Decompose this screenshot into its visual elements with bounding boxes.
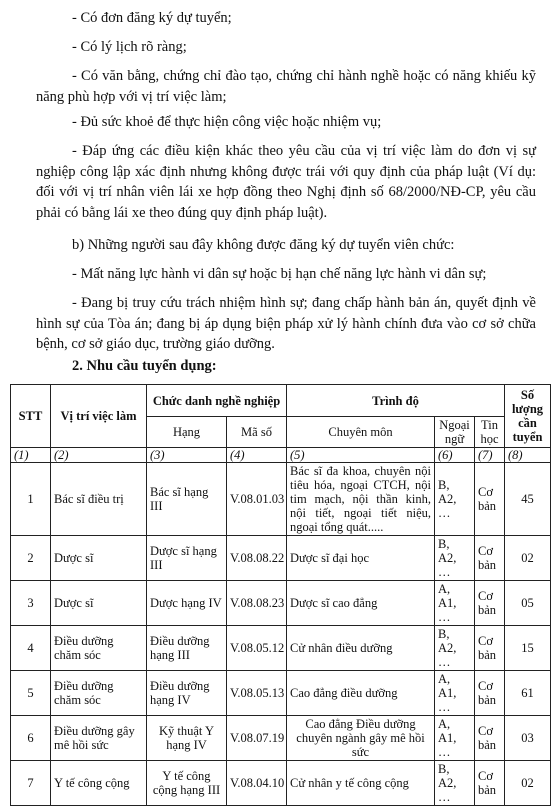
cell-rank: Điều dưỡng hạng III	[147, 626, 227, 671]
cell-position: Điều dưỡng chăm sóc	[51, 671, 147, 716]
paragraph: - Đủ sức khoẻ để thực hiện công việc hoặc nhiệm vụ;	[72, 114, 382, 130]
cell-rank: Kỹ thuật Y hạng IV	[147, 716, 227, 761]
col-number: (1)	[11, 448, 51, 463]
header-specialty: Chuyên môn	[287, 417, 435, 448]
cell-language: B, A2, …	[435, 626, 475, 671]
cell-position: Dược sĩ	[51, 536, 147, 581]
cell-code: V.08.08.23	[227, 581, 287, 626]
cell-specialty: Dược sĩ đại học	[287, 536, 435, 581]
header-title-group: Chức danh nghề nghiệp	[147, 385, 287, 417]
cell-rank: Y tế công cộng hạng III	[147, 761, 227, 806]
header-qualification-group: Trình độ	[287, 385, 505, 417]
table-row	[11, 581, 551, 626]
header-code: Mã số	[227, 417, 287, 448]
header-language: Ngoại ngữ	[435, 417, 475, 448]
col-number: (8)	[505, 448, 551, 463]
cell-stt: 3	[11, 581, 51, 626]
cell-rank: Điều dưỡng hạng IV	[147, 671, 227, 716]
header-count: Số lượng cần tuyển	[505, 385, 551, 448]
cell-specialty: Cao đẳng Điều dưỡng chuyên ngành gây mê hồi sức	[287, 716, 435, 761]
cell-position: Điều dưỡng gây mê hồi sức	[51, 716, 147, 761]
cell-count: 02	[505, 536, 551, 581]
cell-it: Cơ bản	[475, 626, 505, 671]
cell-specialty: Bác sĩ đa khoa, chuyên nội tiêu hóa, ngoại CTCH, nội tim mạch, nội thần kinh, nội tiết, ngoại tiết niệu, ngoại tổng quát.....	[287, 463, 435, 536]
cell-rank: Bác sĩ hạng III	[147, 463, 227, 536]
table-row	[11, 671, 551, 716]
cell-stt: 7	[11, 761, 51, 806]
cell-language: A, A1, …	[435, 716, 475, 761]
header-rank: Hạng	[147, 417, 227, 448]
cell-language: A, A1, …	[435, 581, 475, 626]
paragraph: - Đang bị truy cứu trách nhiệm hình sự; đang chấp hành bản án, quyết định về hình sự của Tòa án; đang bị áp dụng biện pháp xử lý hành chính đưa vào cơ sở chữa bệnh, cơ sở giáo dục, trường giáo dưỡng.	[36, 295, 536, 352]
header-stt: STT	[11, 385, 51, 448]
cell-it: Cơ bản	[475, 761, 505, 806]
cell-stt: 5	[11, 671, 51, 716]
col-number: (5)	[287, 448, 435, 463]
cell-specialty: Cử nhân y tế công cộng	[287, 761, 435, 806]
recruitment-table	[10, 384, 551, 806]
cell-code: V.08.05.13	[227, 671, 287, 716]
paragraph: - Có đơn đăng ký dự tuyển;	[72, 10, 232, 26]
cell-language: A, A1, …	[435, 671, 475, 716]
cell-position: Bác sĩ điều trị	[51, 463, 147, 536]
paragraph: - Có văn bằng, chứng chỉ đào tạo, chứng chỉ hành nghề hoặc có năng khiếu kỹ năng phù hợp với vị trí việc làm;	[36, 68, 536, 105]
cell-code: V.08.01.03	[227, 463, 287, 536]
cell-specialty: Cử nhân điều dưỡng	[287, 626, 435, 671]
cell-code: V.08.05.12	[227, 626, 287, 671]
cell-language: B, A2, …	[435, 761, 475, 806]
col-number: (4)	[227, 448, 287, 463]
table-row	[11, 761, 551, 806]
cell-stt: 1	[11, 463, 51, 536]
col-number: (6)	[435, 448, 475, 463]
table-row	[11, 626, 551, 671]
table-row	[11, 536, 551, 581]
cell-stt: 4	[11, 626, 51, 671]
cell-rank: Dược sĩ hạng III	[147, 536, 227, 581]
paragraph: - Có lý lịch rõ ràng;	[72, 39, 187, 55]
cell-count: 45	[505, 463, 551, 536]
col-number: (7)	[475, 448, 505, 463]
paragraph: b) Những người sau đây không được đăng ký dự tuyển viên chức:	[72, 237, 455, 253]
cell-it: Cơ bản	[475, 463, 505, 536]
cell-specialty: Cao đẳng điều dưỡng	[287, 671, 435, 716]
cell-rank: Dược hạng IV	[147, 581, 227, 626]
cell-it: Cơ bản	[475, 581, 505, 626]
cell-it: Cơ bản	[475, 671, 505, 716]
cell-stt: 6	[11, 716, 51, 761]
header-it: Tin học	[475, 417, 505, 448]
cell-it: Cơ bản	[475, 716, 505, 761]
cell-it: Cơ bản	[475, 536, 505, 581]
table-row	[11, 716, 551, 761]
cell-position: Dược sĩ	[51, 581, 147, 626]
cell-code: V.08.07.19	[227, 716, 287, 761]
col-number: (3)	[147, 448, 227, 463]
cell-code: V.08.04.10	[227, 761, 287, 806]
cell-count: 03	[505, 716, 551, 761]
cell-position: Điều dưỡng chăm sóc	[51, 626, 147, 671]
paragraph: - Đáp ứng các điều kiện khác theo yêu cầu của vị trí việc làm do đơn vị sự nghiệp công lập xác định nhưng không được trái với quy định của pháp luật (Ví dụ: đối với vị trí nhân viên lái xe hợp đồng theo Nghị định số 68/2000/NĐ-CP, yêu cầu phải có bằng lái xe theo đúng quy định pháp luật).	[36, 143, 536, 221]
section-heading: 2. Nhu cầu tuyển dụng:	[72, 358, 217, 374]
table-row	[11, 463, 551, 536]
header-position: Vị trí việc làm	[51, 385, 147, 448]
cell-stt: 2	[11, 536, 51, 581]
cell-count: 02	[505, 761, 551, 806]
cell-language: B, A2, …	[435, 536, 475, 581]
cell-specialty: Dược sĩ cao đẳng	[287, 581, 435, 626]
paragraph: - Mất năng lực hành vi dân sự hoặc bị hạn chế năng lực hành vi dân sự;	[72, 266, 487, 282]
cell-count: 15	[505, 626, 551, 671]
cell-count: 61	[505, 671, 551, 716]
cell-language: B, A2, …	[435, 463, 475, 536]
cell-code: V.08.08.22	[227, 536, 287, 581]
cell-count: 05	[505, 581, 551, 626]
cell-position: Y tế công cộng	[51, 761, 147, 806]
col-number: (2)	[51, 448, 147, 463]
